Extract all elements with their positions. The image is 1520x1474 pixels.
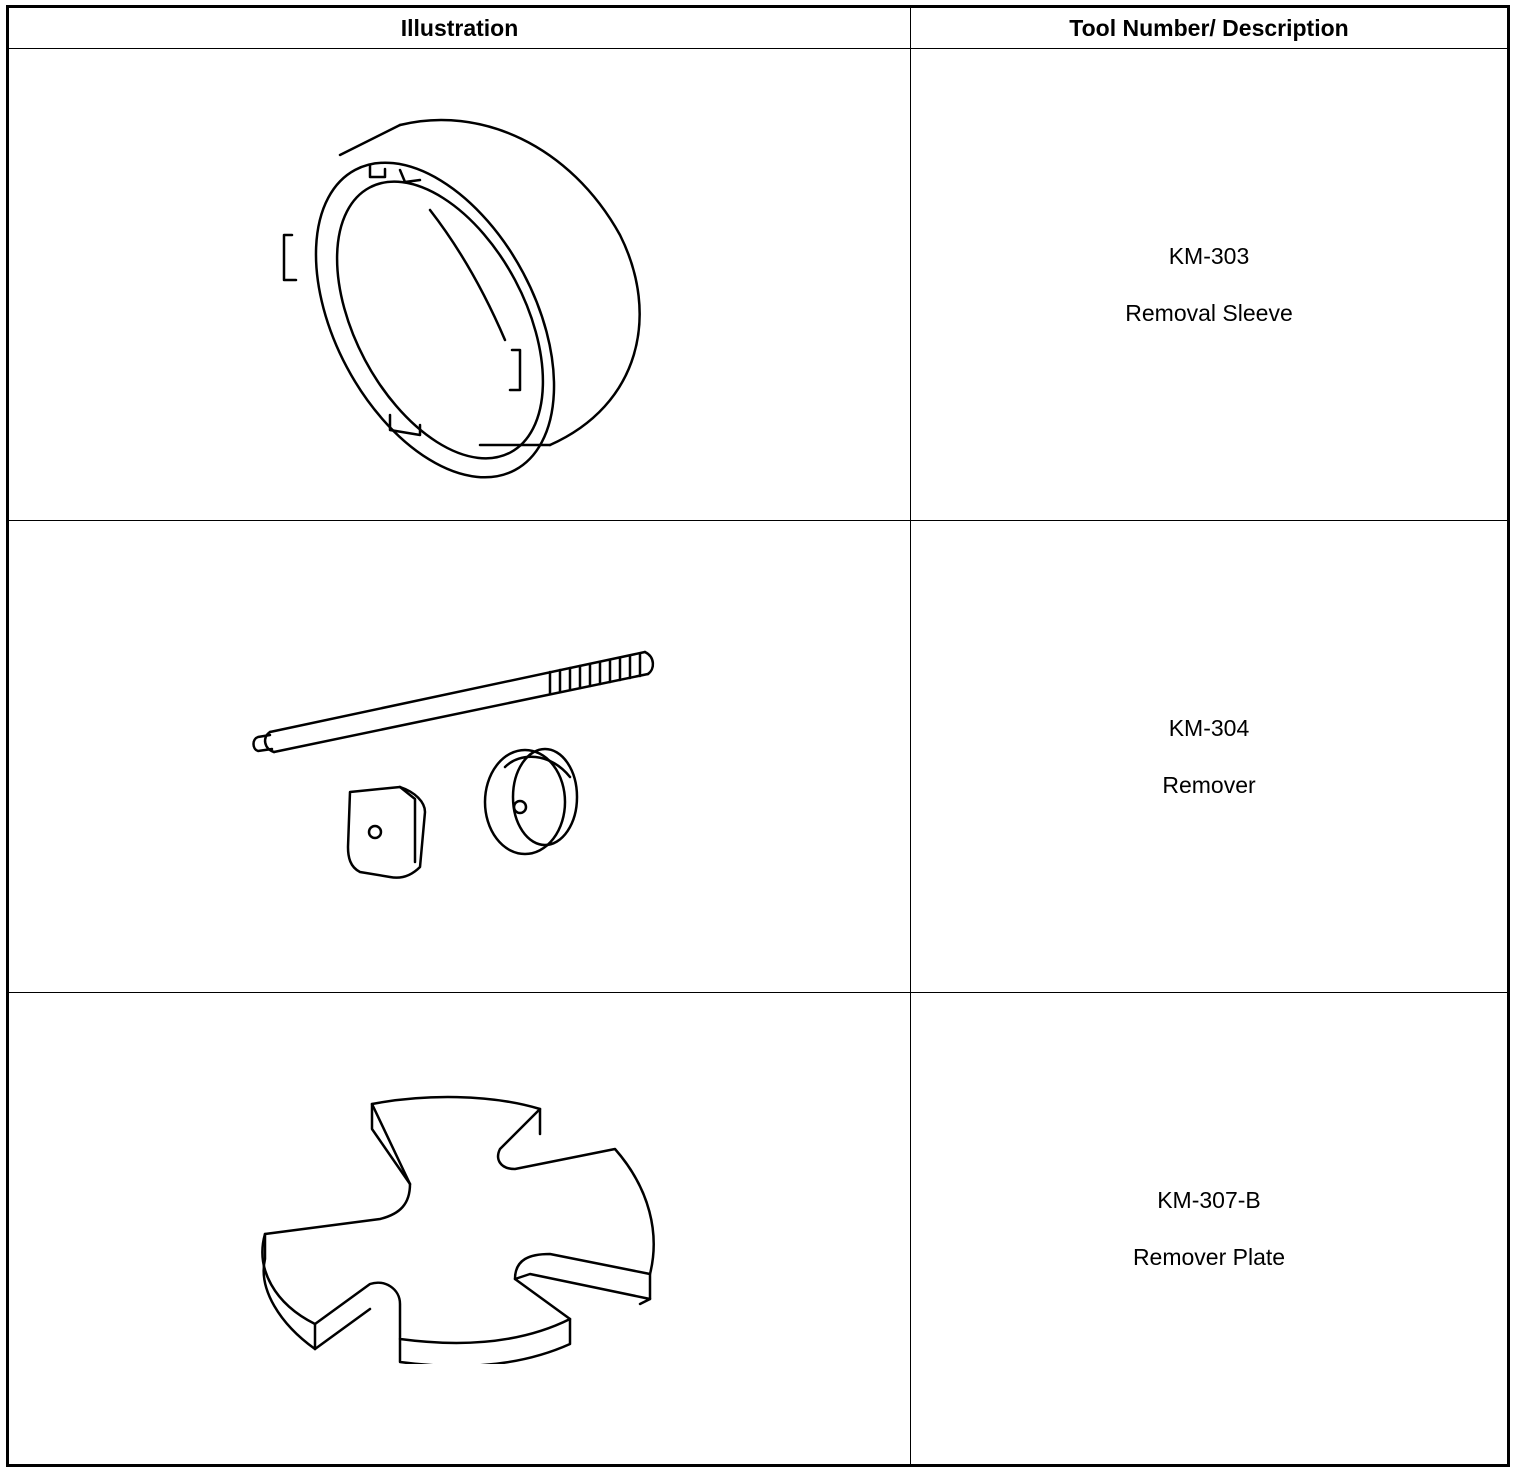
tools-table — [6, 5, 1510, 1467]
remover-illustration — [250, 627, 670, 887]
tool-description: Removal Sleeve — [1125, 299, 1293, 326]
table-header-row — [8, 7, 1509, 49]
description-cell — [911, 521, 1509, 993]
description-cell — [911, 993, 1509, 1466]
table-row — [8, 521, 1509, 993]
tool-number: KM-304 — [1168, 714, 1250, 741]
illustration-cell — [8, 49, 911, 521]
tool-description: Remover Plate — [1132, 1243, 1286, 1270]
tool-description: Remover — [1162, 771, 1256, 798]
illustration-cell — [8, 993, 911, 1466]
table-row — [8, 993, 1509, 1466]
header-tool-number-description: Tool Number/ Description — [911, 7, 1509, 49]
tool-number: KM-307-B — [1157, 1186, 1261, 1213]
removal-sleeve-illustration — [250, 85, 670, 485]
header-illustration: Illustration — [8, 7, 911, 49]
remover-plate-illustration — [250, 1094, 670, 1364]
table-row — [8, 49, 1509, 521]
illustration-cell — [8, 521, 911, 993]
description-cell — [911, 49, 1509, 521]
tool-number: KM-303 — [1168, 242, 1250, 269]
